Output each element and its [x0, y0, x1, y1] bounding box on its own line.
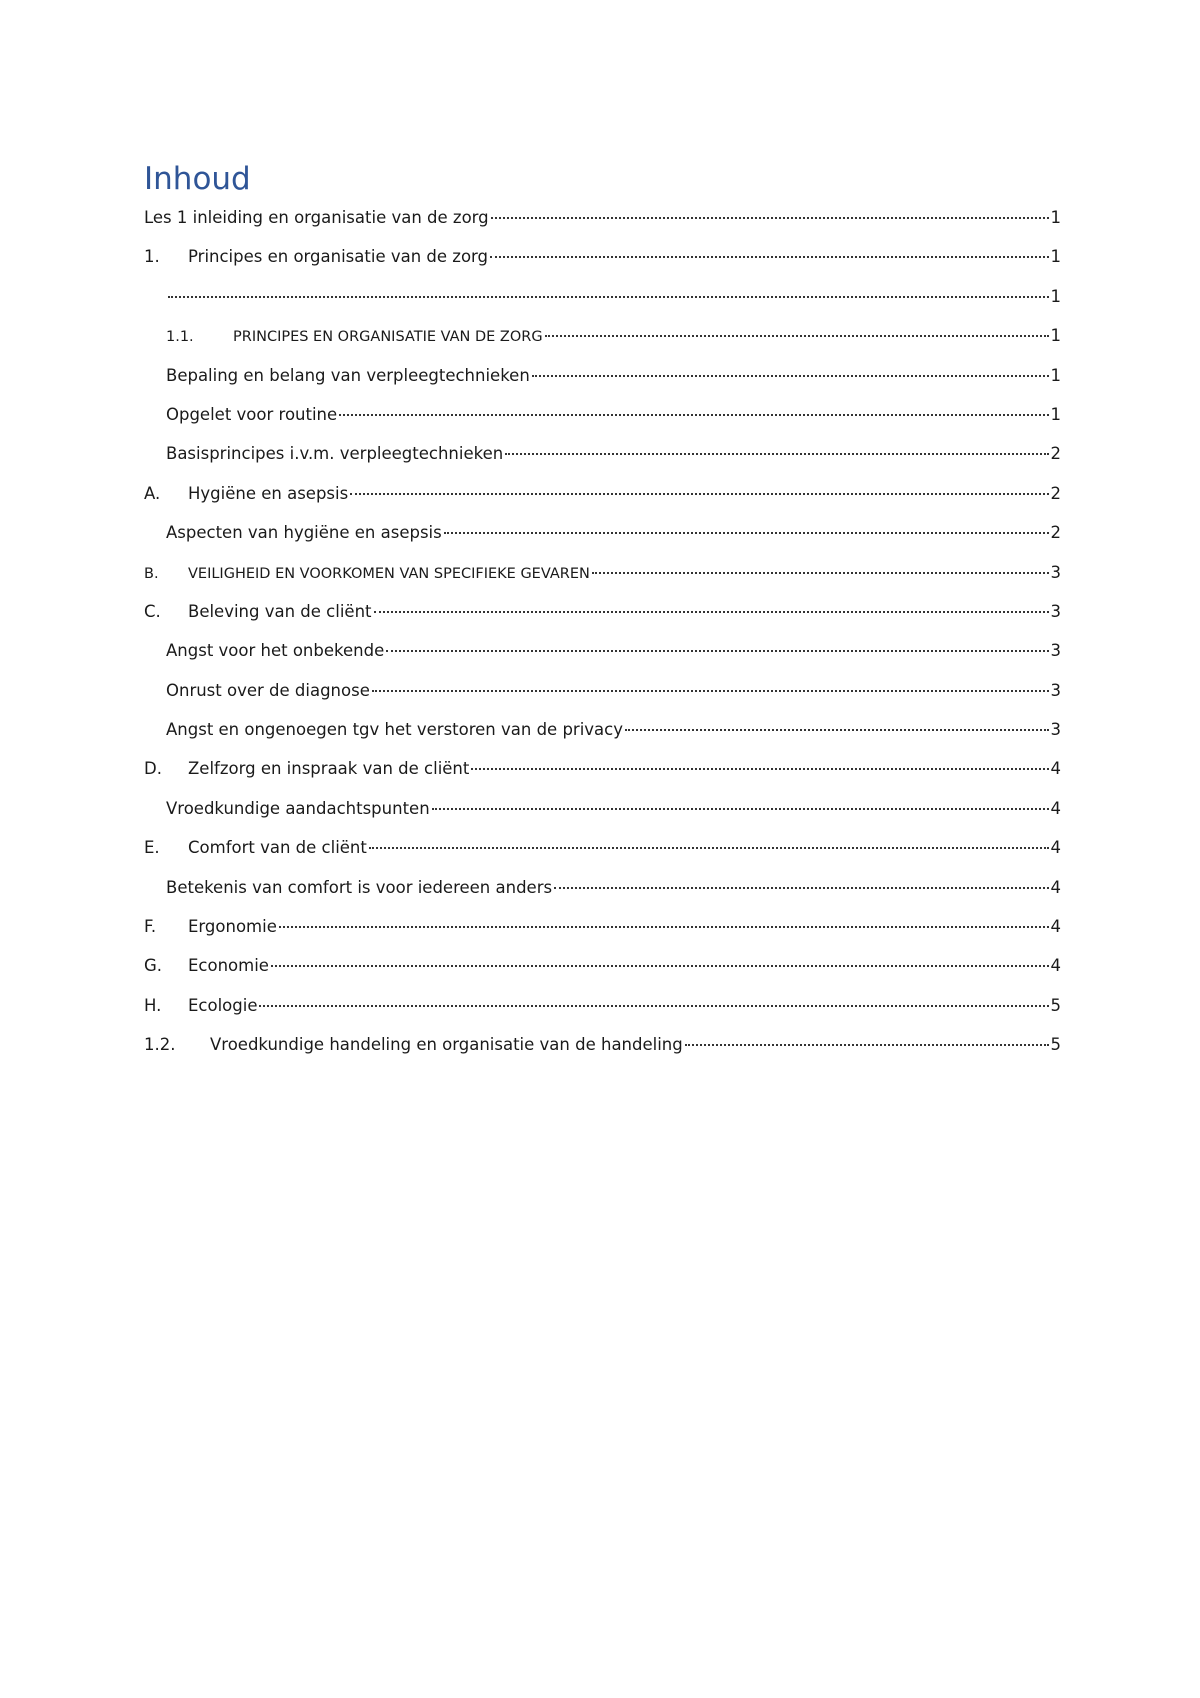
- toc-entry[interactable]: [144, 404, 1061, 443]
- toc-entry-page: 2: [1050, 483, 1061, 503]
- toc-entry-number: H.: [144, 995, 162, 1015]
- toc-entry[interactable]: [144, 601, 1061, 640]
- dot-leader: [432, 808, 1049, 810]
- toc-entry-label: Hygiëne en asepsis: [188, 483, 349, 503]
- toc-entry[interactable]: [144, 483, 1061, 522]
- toc-entry[interactable]: [144, 758, 1061, 797]
- dot-leader: [532, 375, 1049, 377]
- toc-entry-page: 4: [1050, 759, 1061, 779]
- toc-entry-page: 4: [1050, 917, 1061, 937]
- dot-leader: [350, 493, 1048, 495]
- toc-entry-label: Ergonomie: [188, 917, 277, 937]
- dot-leader: [271, 965, 1049, 967]
- toc-entry-label: Vroedkundige aandachtspunten: [166, 798, 430, 818]
- dot-leader: [490, 256, 1048, 258]
- toc-entry[interactable]: [144, 955, 1061, 994]
- toc-entry[interactable]: [144, 365, 1061, 404]
- toc-entry-label: Beleving van de cliënt: [188, 601, 372, 621]
- dot-leader: [372, 690, 1049, 692]
- dot-leader: [168, 296, 1049, 298]
- toc-entry-page: 1: [1050, 326, 1061, 346]
- toc-entry-page: 1: [1050, 247, 1061, 267]
- toc-entry-number: C.: [144, 601, 161, 621]
- toc-entry-label: Ecologie: [188, 995, 258, 1015]
- toc-entry-label: Bepaling en belang van verpleegtechnieken: [166, 365, 530, 385]
- toc-entry-page: 4: [1050, 956, 1061, 976]
- dot-leader: [339, 414, 1048, 416]
- toc-entry[interactable]: [144, 877, 1061, 916]
- toc-entry-page: 3: [1050, 641, 1061, 661]
- toc-entry-number: D.: [144, 759, 162, 779]
- toc-entry-label: Angst en ongenoegen tgv het verstoren van de privacy: [166, 720, 624, 740]
- toc-entry-page: 3: [1050, 680, 1061, 700]
- toc-entry[interactable]: [144, 522, 1061, 561]
- toc-entry-label: Aspecten van hygiëne en asepsis: [166, 523, 442, 543]
- toc-entry-number: 1.: [144, 247, 160, 267]
- toc-entry[interactable]: [144, 916, 1061, 955]
- toc-entry[interactable]: [144, 246, 1061, 285]
- toc-entry[interactable]: [144, 286, 1061, 325]
- dot-leader: [374, 611, 1049, 613]
- dot-leader: [505, 453, 1048, 455]
- toc-entry-page: 1: [1050, 286, 1061, 306]
- toc-entry-label: Zelfzorg en inspraak van de cliënt: [188, 759, 470, 779]
- toc-entry[interactable]: [144, 325, 1061, 364]
- toc-entry-page: 1: [1050, 208, 1061, 227]
- toc-entry-page: 4: [1050, 838, 1061, 858]
- dot-leader: [471, 768, 1048, 770]
- toc-entry-label: Principes en organisatie van de zorg: [188, 247, 489, 267]
- toc-entry-page: 5: [1050, 1035, 1061, 1055]
- toc-entry-label: Onrust over de diagnose: [166, 680, 370, 700]
- toc-entry-page: 1: [1050, 365, 1061, 385]
- toc-entry[interactable]: [144, 1034, 1061, 1073]
- toc-entry-page: 3: [1050, 720, 1061, 740]
- toc-entry[interactable]: [144, 443, 1061, 482]
- dot-leader: [592, 572, 1049, 574]
- toc-entry-number: G.: [144, 956, 163, 976]
- toc-entry-number: F.: [144, 917, 157, 937]
- toc-entry-label: VEILIGHEID EN VOORKOMEN VAN SPECIFIEKE GEVAREN: [188, 565, 590, 582]
- toc-entry[interactable]: [144, 680, 1061, 719]
- toc-entry-number: B.: [144, 565, 159, 582]
- dot-leader: [444, 532, 1049, 534]
- toc-entry-label: Economie: [188, 956, 269, 976]
- toc-entry-number: E.: [144, 838, 160, 858]
- dot-leader: [685, 1044, 1049, 1046]
- table-of-contents: [144, 207, 1061, 1074]
- dot-leader: [554, 887, 1048, 889]
- toc-title: Inhoud: [144, 161, 251, 197]
- toc-entry-label: Opgelet voor routine: [166, 404, 338, 424]
- toc-entry-page: 4: [1050, 798, 1061, 818]
- toc-entry[interactable]: [144, 719, 1061, 758]
- dot-leader: [625, 729, 1048, 731]
- toc-entry-number: 1.1.: [166, 329, 194, 346]
- dot-leader: [279, 926, 1049, 928]
- dot-leader: [259, 1005, 1048, 1007]
- toc-entry-page: 3: [1050, 601, 1061, 621]
- toc-entry[interactable]: [144, 562, 1061, 601]
- toc-entry-label: Vroedkundige handeling en organisatie van de handeling: [210, 1035, 683, 1055]
- toc-entry[interactable]: [144, 207, 1061, 246]
- toc-entry-page: 5: [1050, 995, 1061, 1015]
- dot-leader: [545, 335, 1049, 337]
- toc-entry-page: 2: [1050, 523, 1061, 543]
- toc-entry-label: Les 1 inleiding en organisatie van de zorg: [144, 208, 489, 227]
- toc-entry-page: 3: [1050, 562, 1061, 582]
- dot-leader: [369, 847, 1049, 849]
- toc-entry-number: A.: [144, 483, 161, 503]
- toc-entry[interactable]: [144, 798, 1061, 837]
- toc-entry-page: 1: [1050, 404, 1061, 424]
- toc-entry-label: Betekenis van comfort is voor iedereen anders: [166, 877, 553, 897]
- toc-entry-label: Basisprincipes i.v.m. verpleegtechnieken: [166, 444, 504, 464]
- toc-entry-page: 4: [1050, 877, 1061, 897]
- toc-entry-label: PRINCIPES EN ORGANISATIE VAN DE ZORG: [233, 329, 543, 346]
- toc-entry-label: Angst voor het onbekende: [166, 641, 385, 661]
- toc-entry[interactable]: [144, 995, 1061, 1034]
- toc-entry-number: 1.2.: [144, 1035, 176, 1055]
- toc-entry[interactable]: [144, 640, 1061, 679]
- toc-entry[interactable]: [144, 837, 1061, 876]
- toc-entry-page: 2: [1050, 444, 1061, 464]
- dot-leader: [491, 217, 1049, 219]
- dot-leader: [386, 650, 1048, 652]
- toc-entry-label: Comfort van de cliënt: [188, 838, 367, 858]
